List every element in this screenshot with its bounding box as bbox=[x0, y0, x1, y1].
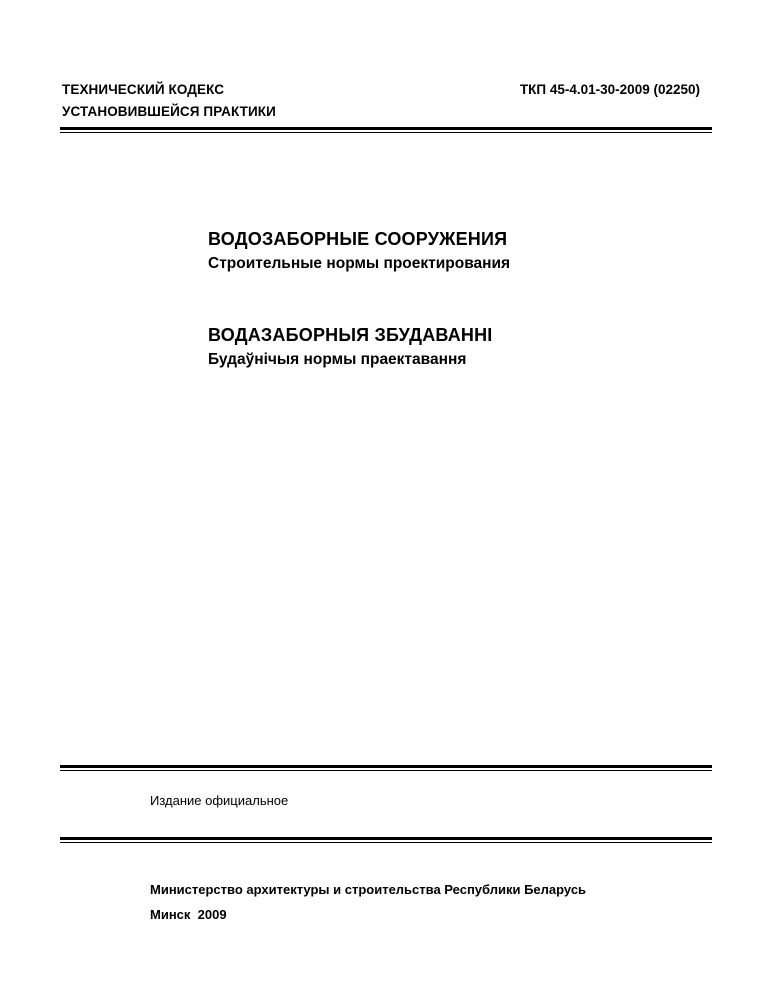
title-belarusian-sub: Будаўнічыя нормы праектавання bbox=[208, 351, 467, 368]
edition-top-divider bbox=[60, 765, 712, 771]
publisher-organization: Министерство архитектуры и строительства Республики Беларусь bbox=[150, 882, 587, 897]
publisher-city-year: Минск 2009 bbox=[150, 907, 227, 922]
title-russian-sub: Строительные нормы проектирования bbox=[208, 255, 511, 272]
code-type bbox=[62, 79, 276, 123]
edition-label: Издание официальное bbox=[150, 793, 289, 808]
edition-bottom-divider bbox=[60, 837, 712, 843]
code-type-line-1: ТЕХНИЧЕСКИЙ КОДЕКС bbox=[62, 82, 225, 97]
header-divider bbox=[60, 127, 712, 133]
title-belarusian-main: ВОДАЗАБОРНЫЯ ЗБУДАВАННІ bbox=[208, 325, 493, 345]
title-belarusian bbox=[208, 322, 493, 372]
document-number: ТКП 45-4.01-30-2009 (02250) bbox=[519, 82, 700, 97]
publisher-block bbox=[150, 877, 586, 927]
code-type-line-2: УСТАНОВИВШЕЙСЯ ПРАКТИКИ bbox=[62, 104, 276, 119]
title-russian-main: ВОДОЗАБОРНЫЕ СООРУЖЕНИЯ bbox=[208, 229, 508, 249]
title-russian bbox=[208, 226, 510, 276]
